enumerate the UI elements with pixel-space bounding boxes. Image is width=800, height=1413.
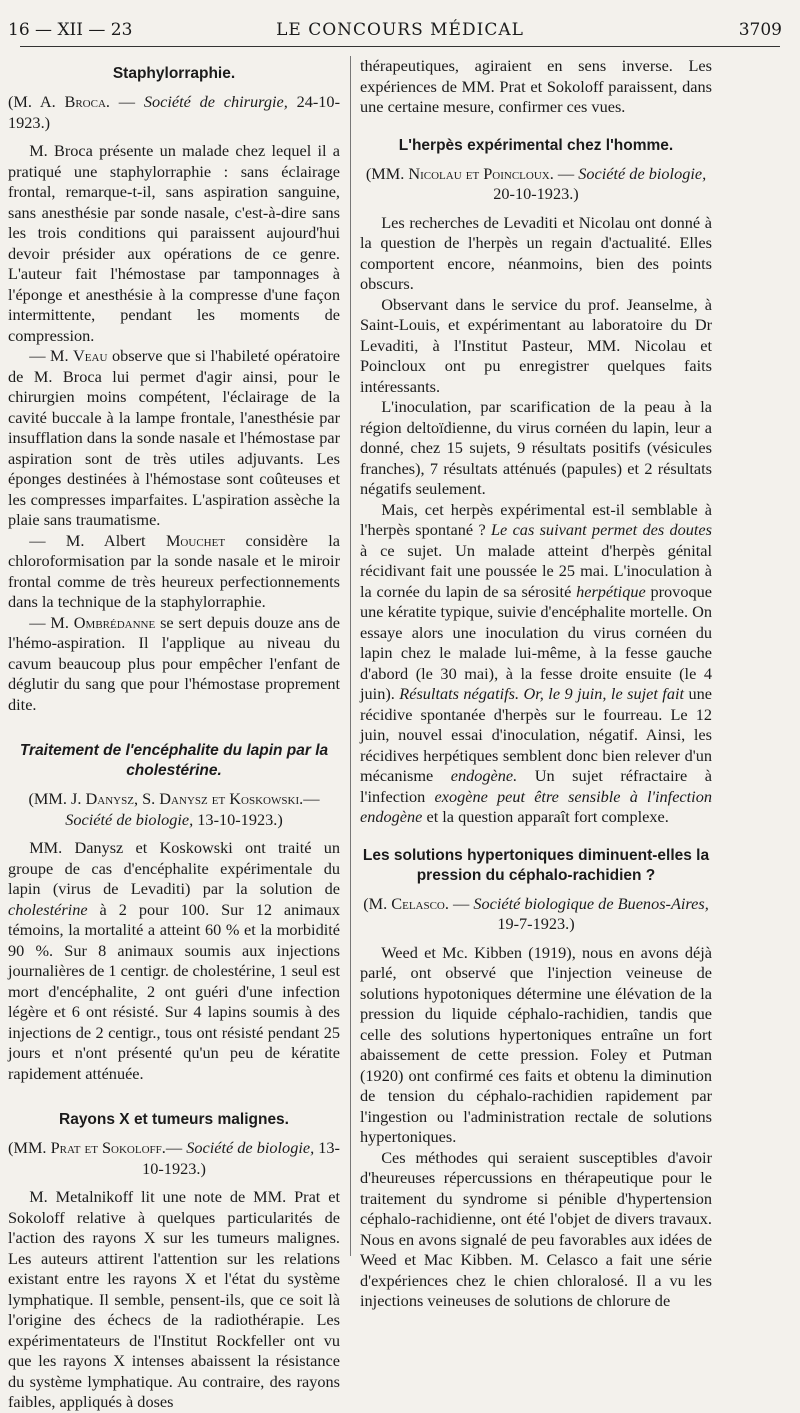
ref-prefix: (M. A. (8, 92, 56, 111)
paragraph: — M. Veau observe que si l'habileté opératoire de M. Broca lui permet d'agir ainsi, pour le chirurgien moins compétent, l'éclairage de la cavité buccale à la lampe frontale, l'anesthésie par insufflation dans la sonde nasale et l'hémostase par aspiration sont de très utiles adjuvants. Les éponges destinées à l'hémostase sont coûteuses et les compresses imparfaites. L'aspiration assèche la plaie sans traumatisme. (8, 346, 340, 529)
paragraph: — M. Albert Mouchet considère la chloroformisation par la sonde nasale et le miroir frontal comme de très heureux perfectionnements dans la technique de la staphylorraphie. (8, 530, 341, 611)
paragraph: Ces méthodes qui seraient susceptibles d'avoir d'heureuses répercussions en thérapeutique pour le traitement du syndrome si pénible d'hypertension céphalo-rachidienne, ont été l'objet de divers travaux. Nous en avons signalé de peu favorables aux idées de Weed et Mac Kibben. M. Celasco a fait une série d'expériences chez le chien chloralosé. Il a vu les injections veineuses de solutions de chlorure de (360, 1147, 712, 1310)
paragraph: M. Broca présente un malade chez lequel il a pratiqué une staphylorraphie : sans éclairage frontal, remarque-t-il, sans aspiration sanguine, sans anesthésie par sonde nasale, c'est-à-dire sans les trois conditions qui paraissent aujourd'hui devoir présider aux opérations de ce genre. L'auteur fait l'hémostase par tamponnages à l'éponge et anesthésie à la compresse d'une façon intermittente, pendant les moments de compression. (8, 141, 340, 345)
paragraph: Weed et Mc. Kibben (1919), nous en avons déjà parlé, ont observé que l'injection veineuse de solutions hypotoniques détermine une élévation de la pression du liquide céphalo-rachidien, tandis que celle des solutions hypertoniques entraîne un fort abaissement de cette pression. Foley et Putman (1920) ont confirmé ces faits et obtenu la diminution de tension du céphalo-rachidien rapidement par l'ingestion ou l'administration rectale de solutions hypertoniques. (360, 942, 712, 1146)
paragraph: Mais, cet herpès expérimental est-il semblable à l'herpès spontané ? Le cas suivant permet des doutes à ce sujet. Un malade atteint d'herpès génital récidivant fait une poussée le 25 mai. L'inoculation à la cornée du lapin de sa sérosité herpétique provoque une kératite typique, suivie d'encéphalite mortelle. On essaye alors une inoculation du virus cornéen du lapin chez le malade lui-même, à la fesse gauche d'abord (le 30 mai), à la fesse droite ensuite (le 4 juin). Résultats négatifs. Or, le 9 juin, le sujet fait une récidive spontanée d'herpès sur le fourreau. Le 12 juin, nouvel essai d'inoculation, négatif. Ainsi, les récidives herpétiques semblent donc bien relever d'un mécanisme endogène. Un sujet réfractaire à l'infection exogène peut être sensible à l'infection endogène et la question apparaît fort complexe. (360, 499, 712, 826)
paragraph-continued: thérapeutiques, agiraient en sens inverse. Les expériences de MM. Prat et Sokoloff paraissent, dans une certaine mesure, confirmer ces vues. (360, 56, 712, 116)
ref-author: Broca (64, 92, 106, 111)
header-rule (20, 46, 780, 47)
paragraph: M. Metalnikoff lit une note de MM. Prat et Sokoloff relative à quelques particularités de l'action des rayons X sur les tumeurs malignes. Les auteurs attirent l'attention sur les relations existant entre les rayons X et l'état du système lymphatique. Il semble, pensent-ils, que ce soit là l'origine des échecs de la radiothérapie. Les expérimentateurs de l'Institut Rockfeller ont vu que les rayons X intenses abaissent la résistance du système lymphatique. Au contraire, des rayons faibles, appliqués à doses (8, 1187, 340, 1411)
section-reference: (M. Celasco. — Société biologique de Buenos-Aires, 19-7-1923.) (363, 893, 709, 933)
header-journal-title: LE CONCOURS MÉDICAL (276, 20, 524, 40)
section-title-encephalite: Traitement de l'encéphalite du lapin par la cholestérine. (19, 742, 329, 779)
left-column (8, 56, 340, 1413)
paragraph: MM. Danysz et Koskowski ont traité un groupe de cas d'encéphalite expérimentale du lapin (virus de Levaditi) par la solution de cholestérine à 2 pour 100. Sur 12 animaux témoins, la mortalité a atteint 60 % et la morbidité 90 %. Sur 8 animaux soumis aux injections journalières de 1 centigr. de cholestérine, 1 seul est mort d'encéphalite, 2 ont guéri d'une infection légère et 6 ont résisté. Sur 4 lapins soumis à des injections de 2 centigr., tous ont résisté pendant 25 jours et n'ont présenté qu'un peu de kératite rapidement atténuée. (8, 838, 340, 1083)
section-reference (8, 92, 340, 133)
paragraph: Observant dans le service du prof. Jeanselme, à Saint-Louis, et expérimentant au laboratoire du Dr Levaditi, à l'Institut Pasteur, MM. Nicolau et Poincloux ont pu enregistrer quelques faits intéressants. (360, 294, 712, 396)
header-folio: 16 — XII — 23 (8, 20, 133, 40)
right-column (360, 56, 712, 1312)
page-header (0, 14, 800, 44)
paragraph: Les recherches de Levaditi et Nicolau ont donné à la question de l'herpès un regain d'actualité. Elles comportent encore, néanmoins, bien des points obscurs. (360, 212, 712, 293)
section-reference: (MM. J. Danysz, S. Danysz et Koskowski.—Société de biologie, 13-10-1923.) (28, 789, 320, 829)
header-page-number: 3709 (738, 20, 782, 40)
section-title-solutions-hypertoniques: Les solutions hypertoniques diminuent-elles la pression du céphalo-rachidien ? (362, 846, 710, 884)
paragraph: — M. Ombrédanne se sert depuis douze ans de l'hémo-aspiration. Il l'applique au niveau du cavum beaucoup plus pour empêcher l'enfant de déglutir du sang que pour l'hémostase proprement dite. (8, 612, 340, 714)
section-reference: (MM. Nicolau et Poincloux. — Société de biologie, 20-10-1923.) (365, 163, 707, 203)
ref-society: Société de chirurgie, (143, 92, 288, 111)
section-reference: (MM. Prat et Sokoloff.— Société de biologie, 13-10-1923.) (8, 1138, 340, 1178)
section-title-rayons-x: Rayons X et tumeurs malignes. (59, 1111, 289, 1128)
ref-dash: . — (105, 92, 136, 111)
ref-date: 24-10-1923.) (8, 92, 340, 132)
paragraph: L'inoculation, par scarification de la peau à la région deltoïdienne, du virus cornéen du lapin, leur a donné, chez 15 sujets, 9 résultats positifs (vésicules franches), 7 résultats atténués (papules) et 2 résultats négatifs seulement. (360, 397, 712, 498)
column-divider (350, 56, 351, 1256)
section-title-herpes: L'herpès expérimental chez l'homme. (398, 136, 674, 154)
section-title-staphylorraphie: Staphylorraphie. (112, 65, 236, 82)
